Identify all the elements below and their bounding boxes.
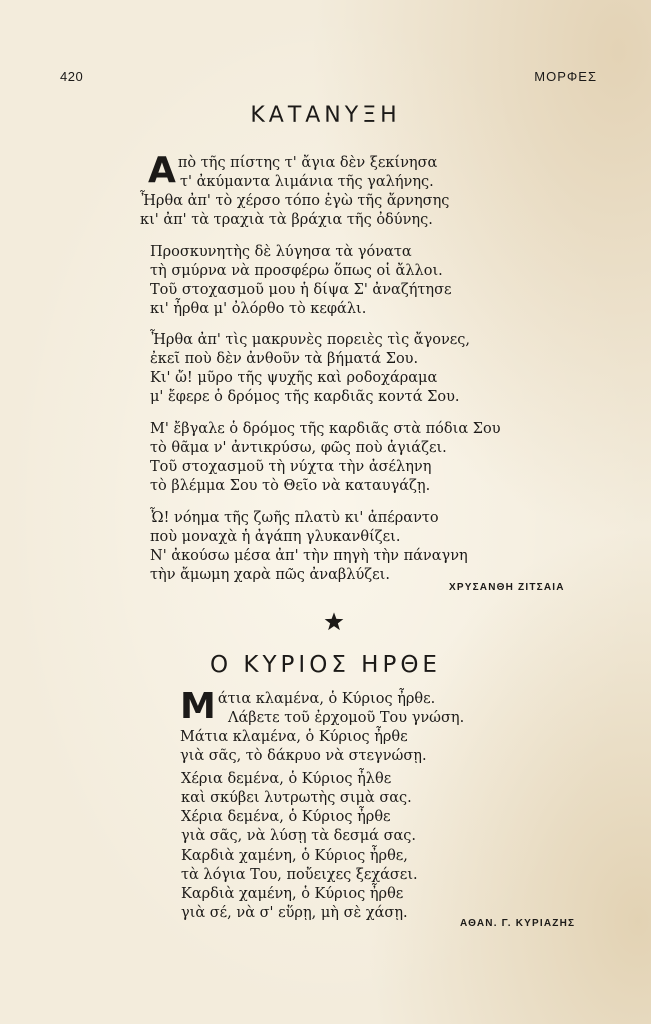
poem-line: γιὰ σᾶς, τὸ δάκρυο νὰ στεγνώσῃ. bbox=[180, 748, 427, 764]
poem-line: Χέρια δεμένα, ὁ Κύριος ἦρθε bbox=[181, 809, 391, 825]
stanza bbox=[150, 509, 468, 585]
stanza bbox=[150, 243, 452, 319]
poem-line: τὴν ἄμωμη χαρὰ πῶς ἀναβλύζει. bbox=[150, 567, 390, 583]
poem-line: Ἦρθα ἀπ' τὶς μακρυνὲς πορειὲς τὶς ἄγονες, bbox=[150, 332, 471, 348]
poem-line: κι' ἦρθα μ' ὀλόρθο τὸ κεφάλι. bbox=[150, 301, 367, 317]
poem-line: τὴ σμύρνα νὰ προσφέρω ὅπως οἱ ἄλλοι. bbox=[150, 263, 443, 279]
poem-line: άτια κλαμένα, ὁ Κύριος ἦρθε. bbox=[217, 691, 436, 707]
stanza bbox=[140, 150, 450, 230]
poem-line: Τοῦ στοχασμοῦ τὴ νύχτα τὴν ἀσέληνη bbox=[150, 459, 432, 475]
poem-line: Μάτια κλαμένα, ὁ Κύριος ἦρθε bbox=[180, 729, 408, 745]
author-name: ΑΘΑΝ. Γ. ΚΥΡΙΑΖΗΣ bbox=[460, 918, 576, 929]
poem-line: Ὦ! νόημα τῆς ζωῆς πλατὺ κι' ἀπέραντο bbox=[150, 510, 439, 526]
poem-line: γιὰ σᾶς, νὰ λύσῃ τὰ δεσμά σας. bbox=[181, 828, 417, 844]
stanza bbox=[181, 770, 416, 846]
poem-line: τὸ βλέμμα Σου τὸ Θεῖο νὰ καταυγάζῃ. bbox=[150, 478, 431, 494]
poem-line: Προσκυνητὴς δὲ λύγησα τὰ γόνατα bbox=[150, 244, 412, 260]
poem-title: ΚΑΤΑΝΥΞΗ bbox=[250, 103, 401, 128]
stanza bbox=[181, 847, 418, 923]
drop-cap: Α bbox=[148, 150, 176, 191]
poem-line: Κι' ὤ! μῦρο τῆς ψυχῆς καὶ ροδοχάραμα bbox=[150, 370, 438, 386]
poem-line: μ' ἔφερε ὁ δρόμος τῆς καρδιᾶς κοντά Σου. bbox=[150, 389, 460, 405]
poem-line: Καρδιὰ χαμένη, ὁ Κύριος ἦρθε, bbox=[181, 848, 408, 864]
star-icon bbox=[323, 611, 345, 633]
running-head: ΜΟΡΦΕΣ bbox=[534, 69, 597, 84]
poem-line: Χέρια δεμένα, ὁ Κύριος ἦλθε bbox=[181, 771, 392, 787]
stanza bbox=[150, 420, 501, 496]
page-number: 420 bbox=[60, 69, 84, 84]
poem-line: Μ' ἔβγαλε ὁ δρόμος τῆς καρδιᾶς στὰ πόδια Σου bbox=[150, 421, 501, 437]
poem-line: Ν' ἀκούσω μέσα ἀπ' τὴν πηγὴ τὴν πάναγνη bbox=[150, 548, 468, 564]
poem-line: τὰ λόγια Του, ποὔειχες ξεχάσει. bbox=[181, 867, 418, 883]
poem-line: τὸ θᾶμα ν' ἀντικρύσω, φῶς ποὺ ἁγιάζει. bbox=[150, 440, 447, 456]
stanza bbox=[150, 331, 470, 407]
poem-line: Λάβετε τοῦ ἐρχομοῦ Του γνώση. bbox=[228, 710, 465, 726]
author-name: ΧΡΥΣΑΝΘΗ ΖΙΤΣΑΙΑ bbox=[449, 582, 565, 593]
poem-line: ἐκεῖ ποὺ δὲν ἀνθοῦν τὰ βήματά Σου. bbox=[150, 351, 419, 367]
stanza bbox=[180, 686, 465, 766]
poem-line: πὸ τῆς πίστης τ' ἄγια δὲν ξεκίνησα bbox=[177, 155, 438, 171]
poem-line: Τοῦ στοχασμοῦ μου ἡ δίψα Σ' ἀναζήτησε bbox=[150, 282, 452, 298]
poem-line: ποὺ μοναχὰ ἡ ἀγάπη γλυκανθίζει. bbox=[150, 529, 401, 545]
poem-line: Καρδιὰ χαμένη, ὁ Κύριος ἦρθε bbox=[181, 886, 404, 902]
poem-line: Ἦρθα ἀπ' τὸ χέρσο τόπο ἐγὼ τῆς ἄρνησης bbox=[140, 193, 450, 209]
poem-line: κι' ἀπ' τὰ τραχιὰ τὰ βράχια τῆς ὀδύνης. bbox=[140, 212, 433, 228]
poem-title: Ο ΚΥΡΙΟΣ ΗΡΘΕ bbox=[210, 652, 441, 678]
poem-line: γιὰ σέ, νὰ σ' εὕρῃ, μὴ σὲ χάσῃ. bbox=[181, 905, 408, 921]
poem-line: καὶ σκύβει λυτρωτὴς σιμὰ σας. bbox=[181, 790, 412, 806]
poem-line: τ' ἀκύμαντα λιμάνια τῆς γαλήνης. bbox=[180, 174, 434, 190]
drop-cap: Μ bbox=[180, 686, 216, 727]
